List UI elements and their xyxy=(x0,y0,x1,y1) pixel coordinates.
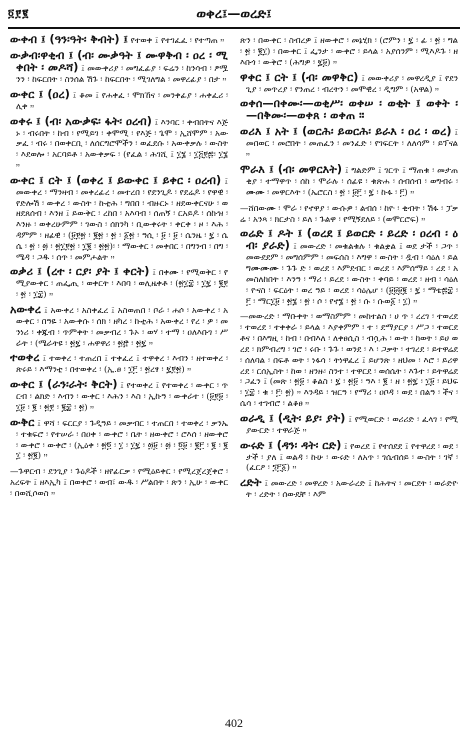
dictionary-entry xyxy=(10,379,228,413)
dictionary-entry xyxy=(10,266,228,300)
dictionary-entry xyxy=(240,72,458,95)
entry-definition: ፤ ዋሻ ፡ ፍርርያ ፡ ጉዲዓይ ፡ መቃብር ፡ ተጠርበ ፡ ተወቀረ ፡ ቃንኤ ፡ ተቁፍሮ ፡ የተሠራ ፡ በዐቀ ፡ ውቀሮ ፡ ቤት ፡ ዘውቀሮ ፡ ሮእሰ ፡ ዘውቀሮ ፡ ውቀሮ ፡ ውቀሮ ፡ (ኢዕቀ ፡ ፳፬ ፡ ፲ ፡ ፲፯ ፡ ፴፱ ፡ ፴ ፡ ፬፱ ፡ ፪፫ ፡ ፪ ፡ ፪፲ ፡ ፳፪) ። xyxy=(16,417,228,461)
dictionary-entry xyxy=(240,126,458,160)
entry-definition: ፤ ግልድም ፤ ገርጥ ፤ ማጠቁ ፡ መታጠቂያ ፡ ተማዋጥ ፡ ሰከ ፡ ሞራሉ ፡ ሰፊዩ ፡ ቁጽሐ ፡ ሰብሰብ ፡ ወግብሩ ፡ ሙሙ ፡ መዋርእት ፡ (ኤሮርስ ፡ ፳ ፡ ፱፫ ፡ ፯ ፡ ኩፋ ፡ ፫) ። xyxy=(246,164,458,197)
entry-definition: ፤ በቀሙ ፡ የሚወቅር ፡ የሚያውቀር ፡ ጠፌጢ ፡ ወቀርት ፡ እበባ ፡ ወሊዜቀቶ ፡ (፳፲፰ ፡ ፲፯ ፡ ፪፻ ፡ ፳ ፡ ፲፰) ። xyxy=(16,267,228,300)
dictionary-entry xyxy=(10,417,228,461)
dictionary-entry xyxy=(240,413,458,436)
dictionary-entry xyxy=(10,89,228,112)
entry-definition: —ጉዋርብ ፡ ደንጊያ ፡ ጉዕዶች ፡ ዘየፊርቃ ፡ የሚዕይቀር ፡ የሚረጀረጀቀሮ ፡ አረፍት ፤ ዘእኢካ ፤ በወቀሮ ፡ ወብ፣ ውዱ ፡ ሥልበት ፡ ጽን ፡ ኢሁ ፡ ውቀር ፡ በወሺሶወስ ። xyxy=(10,466,228,498)
entry-headword: አውቀረ xyxy=(10,302,42,316)
left-column xyxy=(10,34,228,708)
entry-headword: ወሬድ ፤ ዶት ፤ (ወረደ ፤ ይወርድ ፡ ይረድ ፡ ዐረብ ፡ ዕብ፡ ያራድ) xyxy=(240,227,458,253)
entry-headword: ወቀሰ—በቀሙ፡—ወቂሥ፡ ወቀሠ ፡ ወቂት ፤ ወቀት ፡—በቅሙ፡—ወቀጸ ፡ ወቀጠ ። xyxy=(240,97,458,123)
entry-definition: ፤ መውረድ ፡ መዋረድ ፡ አውራረድ ፤ ከሕትና ፡ መርደት ፡ ወራድዮት ፡ ረድት ፡ ሰውዴቸ ፡ እም xyxy=(246,478,458,500)
entry-headword: ውቀር ፤ ርት ፤ (ወቀረ ፤ ይውቀር ፤ ይቀር ፡ ዐረብ) xyxy=(10,173,222,187)
entry-headword: ውቀብ ፤ (ዓን፡ዓት፡ ቅብት) ፤ xyxy=(10,34,128,46)
running-head: ወቀረ፤—ወረድ፤ xyxy=(196,7,272,22)
entry-definition: ፤ መውቀሪያ ፡ መዋረዲያ ፤ የደንጊያ ፡ መጥረያ ፡ የንጠረ ፡ ብረትን ፡ መሞዊረ ፡ ዲግም ፡ (አዋል) ። xyxy=(246,72,458,94)
entry-headword: ዋቀር ፤ ርት ፤ (ብ፡ መዋቅር) xyxy=(240,70,359,84)
entry-definition: ፤ ቆመ ፤ የሐቀፈ ፡ ሞክኸና ፡ መንቀፊያ ፡ ሐቀፈሪ ፡ ሊቀ ። xyxy=(16,89,228,111)
entry-headword: ረድት xyxy=(240,476,262,490)
dictionary-entry xyxy=(10,34,228,46)
page-number: 402 xyxy=(225,716,243,730)
dictionary-entry xyxy=(10,352,228,375)
entry-definition: ፤ የሚወርድ ፡ ወሪሪድ ፡ ፈላገ ፡ የሚያውርድ ፡ ተዋራጅ ። xyxy=(246,413,458,435)
entry-definition: ፤ የተወቀረ ፤ የተወቀረ ፡ ውቀር ፡ ጥርብ ፡ ልክድ ፡ እብን ፡ ውቀር ፡ እሕን ፡ እስ ፡ ኢኩዓ ፡ ውቀራተ ፡ (፱፻፱ ፡ ፲፱ ፡ ፪ ፡ ፳፻ ፡ ፪፰ ፡ ፳) ። xyxy=(16,380,228,412)
entry-headword: ወራዲ ፤ (ዲት፡ ይያ፡ ያት) xyxy=(240,411,346,425)
entry-headword: ተወቀረ xyxy=(10,351,40,365)
page-header xyxy=(8,8,460,30)
dictionary-entry xyxy=(10,50,228,85)
dictionary-entry-continued xyxy=(240,34,458,68)
entry-headword: ወቀሩ ፤ (ብ፡ አውቃፍ፡ ፋት፡ ዐረብ) xyxy=(10,114,152,128)
entry-headword: ውሩድ ፤ (ዳን፡ ዳት፡ ርድ) xyxy=(240,438,342,452)
dictionary-entry xyxy=(10,304,228,348)
dictionary-subentry xyxy=(10,465,228,499)
entry-headword: ሞራእ ፤ (ብ፡ መዋርእት) xyxy=(240,162,342,176)
entry-definition: ፤ አውቀረ ፡ አስቀፈረ ፤ አስወጠበ ፡ ቦራ ፡ ሐሶ ፡ አውቀረ ፡ አውቀር ፡ በዓዬ ፡ አውቀሱ ፡ ሰክ ፡ ዘካረ ፡ ኩቲሕ ፡ አውቀረ ፡ የረ ፡ ዎ ፡ መንነሪ ፡ ቀጁብ ፡ ጥምቀት ፡ መቃብረ ፡ ጉኦ ፡ ወሃ ፡ ተማ ፡ ዐለእቡገ ፡ ሥራት ፡ (ሜራትዩ ፡ ፳፯ ፡ ሐዋዋሪ ፡ ፳፸ ፡ ፳፯ ። xyxy=(16,304,228,348)
right-column xyxy=(240,34,458,708)
entry-definition: —መውረድ ፡ ማቡቀት ፡ ወማስምም ፡ መከተልስ ፡ ሀ ጥ ፡ ረረገ ፡ ተወረደ ፡ ተወረደ ፡ ተቀቀራ ፡ ይላል ፡ እያቀምም ፡ ተ ፡ ደማያርያ ፡ ሥጋ ፡ ተወርደቶና ፡ በእግዚ ፡ ከብ ፡ በብእለ ፡ ለቀፀሲስ ፡ ብሷሕ ፡ ውት ፡ ከወት ፡ ይሀ ወረደ ፡ ክምብረግ ፡ ገሮ ፡ ሩቡ ፡ ጉጉ ፡ ወንደ ፡ እ ፡ ጋቃት ፡ ተገረደ ፡ ይተዋሬደ ፡ ሰለባል ፡ በፍቶ ወት ፡ ነፋሳ ፡ ትነዋፈረ ፤ ይሆንጽ ፡ ዘህመ ፡ እሮ ፡ ይሪዋ ረደ ፡ ርሰኢስት ፡ ከወ ፡ ዘንዙ፡ ስንተ ፡ ተዋርደ ፡ ወሰሴት ፡ እጉተ ፡ ይትዋሬደ ፡ ጋፈን ፤ (መጽ ፡ ፳፱ ፡ ቆልስ ፡ ፯ ፡ ፳፱ ፡ ዓእ ፡ ፪ ፡ ዘ ፡ ፳፯ ፡ ፲፱ ፡ ይህፍ ፡ ፲፰ ፡ ቁ ፡ ፫፡ ፳) ። እንዳይ ፡ ዝርዓ ፡ የማሪ ፡ ዐቦዳ ፡ ወደ ፡ በልዓ ፡ ችና ፡ ሴሳ ፡ ተገብሮ ፡ ልቆፀ ። xyxy=(240,311,458,408)
entry-headword: ውቀር ፤ (ዐረ) xyxy=(10,87,70,101)
dictionary-subentry xyxy=(240,202,458,225)
page-number-ethiopic: ፬፻፪ xyxy=(8,7,30,20)
entry-definition: ጽን ፡ በውቀር ፡ ስብረዎ ፤ ዘውቀሮ ፡ መኔሂክ ፡ (ሮምን ፡ ፯ ፡ ፊ ፡ ፳ ፡ ግል ፡ ፳ ፡ ፪፲) ፡ በውቀር ፤ ፌንታ ፡ ውቀሮ ፡ ይላል ፡ አያሰንም ፡ ሚእዶጉ ፡ ዘእቡጎ ፡ ውቅሮ ፡ (ሕግዎ ፡ ፯፱) ። xyxy=(240,35,458,67)
entry-definition: —ሸበውሙ ፡ ሞራ ፡ የኖዋያ ፡ ውሱዎ ፡ ልብሰ ፡ ከዮ ፡ ቂብት ፡ ሽፋ ፡ ፓቃሬ ፡ አንጻ ፡ ክርታስ ፡ ይለ ፡ ጉልዋ ፡ የሚኝደለይ ፡ (ወሞርሮፍ) ። xyxy=(240,202,458,224)
entry-headword: ውቃብ፡ዋቂብ ፤ (ብ፡ ሙቃዓት ፤ ሙዋቅብ ፡ ዐረ ፡ ሚቀበት ፡ መዶሻ) xyxy=(10,49,228,74)
dictionary-entry xyxy=(10,116,228,171)
entry-headword: ውቅር xyxy=(10,415,35,429)
entry-definition: የተወቀ ፤ የተገፈፈ ፡ የተጣጠ ። xyxy=(127,35,225,45)
dictionary-entry xyxy=(240,164,458,198)
entry-definition: ፤ እንባር ፡ ቀብበትና እጅኑ ፡ ብሩበት ፡ ከብ ፡ የሚይገ ፡ ቀሞሚ ፡ የእጅ ፡ ጌሞ ፡ ኢሸሞም ፡ አውቃፈ ፡ ብሩ ፡ በወቀርቢ ፡ ለሰርግሮሞችን ፡ ወፈደሱ ፡ አውቀቃሉ ፡ ውስት ፡ እደወሎ ፡ አርባይቶ ፡ አውቀቃፍ ፡ (የፈል ፡ ሕገሺ ፤ ፲፮ ፡ ፲፭፻፷፡ ፲፮ ። xyxy=(16,116,228,170)
entry-definition: ፤ መውረድ ፡ መቁልቁሉ ፡ ቁልቋል ፤ ወደ ታች ፡ ጋጥ ፡ መውደደም ፡ መግሰምም ፡ መፍሰስ ፡ እግዋ ፡ ውስት ፡ ዷብ ፡ ሳዕለ ፡ ይልግሙሙሙ ፡ ጉጉ ድ ፡ ወረደ ፡ እምደብር ፡ ወረደ ፡ እምሰማይ ፡ ረደ ፡ አመስለከበት ፡ እንዓ ፡ ማሪ ፡ ይረደ ፡ ውስት ፡ ቀባይ ፡ ወረደ ፡ ዘብ ፡ ሳዕለ ፡ ዮናስ ፡ ፍርዕት ፡ ወረ ዓይ ፡ ወረደ ፡ ሳዕሌሆ ፡ (፱፱፱፪ ፡ ፯ ፡ ማቴ፷፰ ፡ ፫ ፡ ማር፲፱ ፡ ፳፮ ፡ ፳ ፡ ሶ ፡ የኖ፮ ፡ ፳ ፡ ሱ ፡ ሱወ፩ ፡ ፲) ። xyxy=(246,241,458,306)
entry-headword: ወቃሪ ፤ (ረተ ፡ ርያ፡ ያት ፤ ቀርት) xyxy=(10,265,150,279)
dictionary-entry xyxy=(240,228,458,306)
entry-definition: ፤ መበወር ፡ መሮበት ፡ መጠፈን ፡ መንፈድ ፡ የገፍርት ፡ ለለሳም ፡ ይፕናል ። xyxy=(246,127,458,160)
entry-definition: ፤ መውቀረ ፡ ማንዛብ ፡ መቀረፊረ ፡ መተረበ ፡ የደንጊዶ ፡ የደሬዶ ፡ የዋዊ ፡ የድሎሽ ፡ ውቀረ ፡ ውስት ፡ ኩቲሕ ፡ ግበበ ፡ ብዙርኑ ፡ ዘደውቀርናሁ ፡ ወዘደጸሰብ ፡ እንዘ ፤ ይውቅር ፡ ረከበ ፡ አእባብ ፡ ሰጠኝ ፡ ርአይዶ ፡ ሰኩዝ ፡ እንዙ ፡ ወቀረሁምም ፡ ገውስ ፡ ሰክንካ ፡ ቢውቀሩት ፡ ቀርቀ ፡ ዞ ፡ እሕ ፡ ዳምም ፡ ዘፊዊ ፡ (፱፻፳ ፡ ፪፳ ፡ ፳ ፡ ፩፳ ፡ ዓሲ ፡ ፱ ፡ ፱ ፡ ሴንዜ ፡ ፯ ፡ ሴሴ ፡ ፳ ፡ ፴ ፡ ፳፲፻፳ ፡ ፲፪ ፡ ፳፳)፡ ፡ ማውቀር ፡ መቀበር ፡ በግንብ ፡ በግ ፡ ሜዳ ፡ ጋዱ ፡ ሰጥ ፡ መምሖልት ። xyxy=(16,175,228,262)
entry-headword: ወሪእ ፤ አት ፤ (ወርሕ፡ ይወርሕ፡ ይራእ ፡ ዐረ ፡ ወረ) xyxy=(240,125,452,139)
cross-reference-entry xyxy=(240,98,458,122)
dictionary-subentry xyxy=(240,310,458,408)
dictionary-columns xyxy=(10,34,458,708)
entry-definition: ፤ ተወቀረ ፡ ተጠረበ ፤ ተቀፈረ ፤ ተዋቀረ ፡ እብን ፡ ዘተወቀረ ፡ ጽሩይ ፡ እማንቲ ፡ በተወቀረ ፡ (ኢ.ፀ ፡ ፲፫ ፡ ፳ረፃ ፡ ፯፻፳) ። xyxy=(16,353,228,375)
dictionary-entry xyxy=(240,440,458,474)
entry-definition: ፤ መውቀሪያ ፡ መግፈፊያ ፡ ፍሬን ፡ ከንሳብ ፡ ፆሟንን ፡ ከፍርበት ፡ ስንሰል ሽጉ ፡ ከፍርበት ፡ ሚገለግል ፡ መዋረፊያ ፡ በታ ። xyxy=(16,63,228,84)
entry-definition: ፤ የወረደ ፤ የተሰደደ ፤ የተዋረደ ፡ ወደ ፡ ታች ፡ ያለ ፤ ወልዳ ፡ ኩሁ ፡ ውሩድ ፡ ለአጥ ፡ ገሴብሰይ ፡ ውስት ፡ ገኛ ፡ (ፈርዖ ፡ ፺፫፩) ። xyxy=(246,440,458,473)
dictionary-entry xyxy=(10,175,228,263)
entry-headword: ውቀር ፤ (ራን፡ራት፡ ቅርት) xyxy=(10,378,118,392)
header-rule xyxy=(8,27,460,29)
dictionary-entry xyxy=(240,477,458,500)
